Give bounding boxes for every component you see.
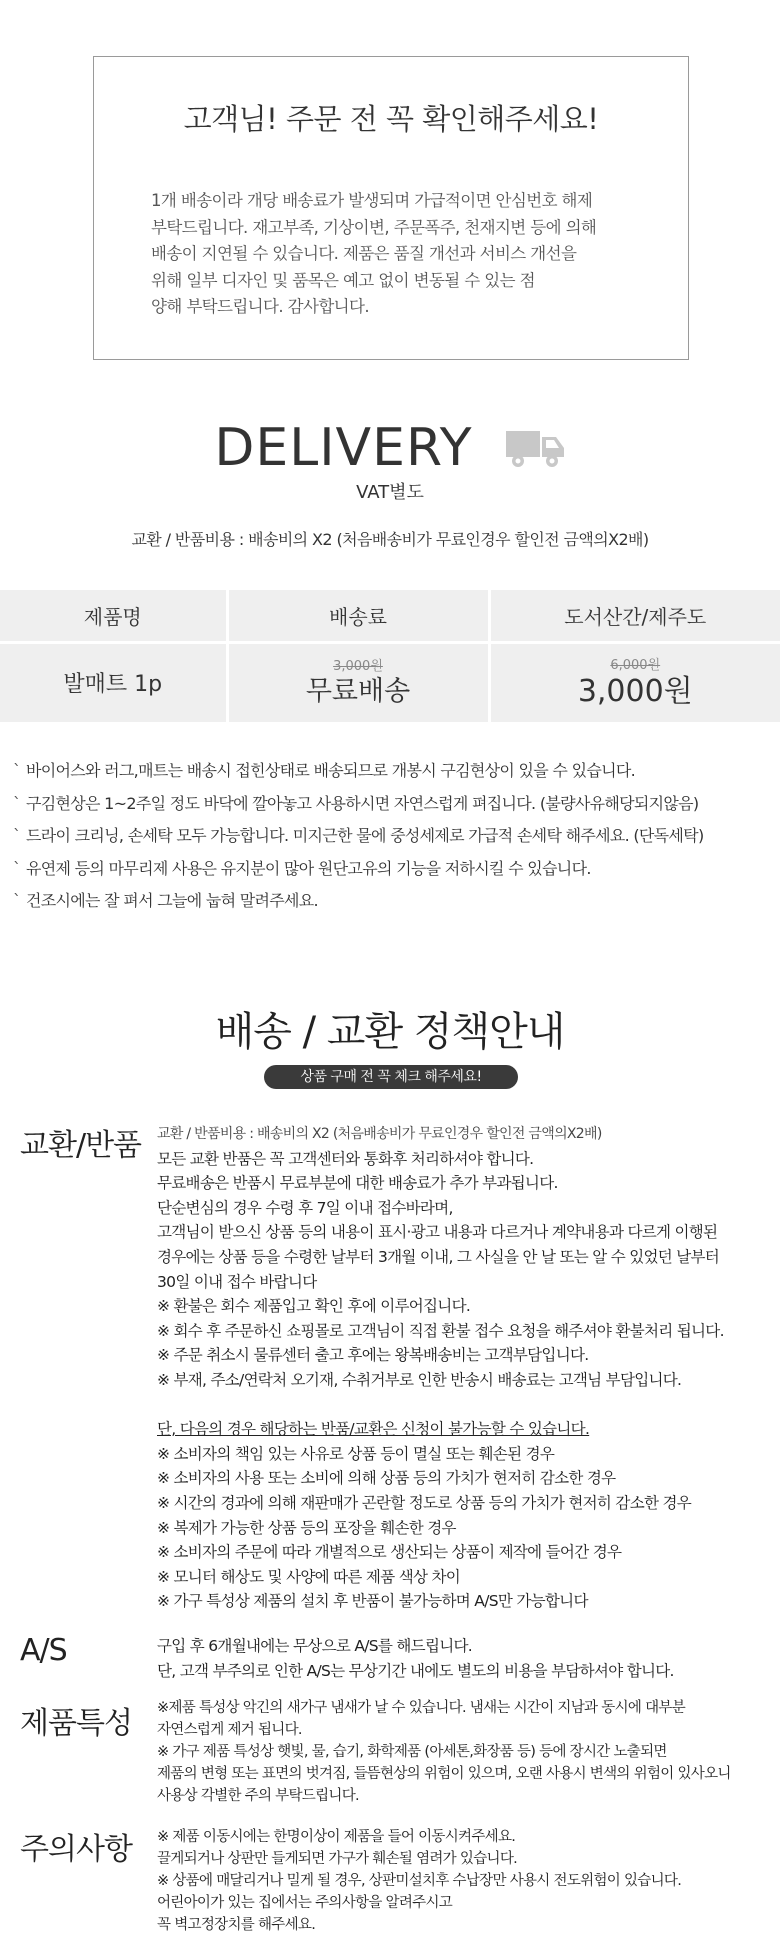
as-body bbox=[157, 1634, 777, 1683]
notice-line: 부탁드립니다. 재고부족, 기상이변, 주문폭주, 천재지변 등에 의해 bbox=[151, 217, 597, 237]
as-line: 구입 후 6개월내에는 무상으로 A/S를 해드립니다. bbox=[157, 1637, 473, 1655]
feature-line: ※ 가구 제품 특성상 햇빛, 물, 습기, 화학제품 (아세톤,화장품 등) 등에 장시간 노출되면 bbox=[157, 1744, 667, 1760]
care-list bbox=[13, 755, 778, 918]
shipping-cell bbox=[227, 642, 489, 722]
truck-icon bbox=[506, 425, 566, 471]
exclusion-line: ※ 복제가 가능한 상품 등의 포장을 훼손한 경우 bbox=[157, 1518, 456, 1537]
notice-line: 양해 부탁드립니다. 감사합니다. bbox=[151, 297, 369, 316]
tick-mark: ` bbox=[13, 793, 21, 813]
policy-title: 배송 / 교환 정책안내 bbox=[215, 1009, 565, 1055]
caution-line: ※ 상품에 매달리거나 밀게 될 경우, 상판미설치후 수납장만 사용시 전도위험이 있습니다. bbox=[157, 1873, 682, 1889]
exclusion-line: ※ 소비자의 사용 또는 소비에 의해 상품 등의 가치가 현저히 감소한 경우 bbox=[157, 1469, 616, 1488]
header-shipping: 배송료 bbox=[227, 590, 489, 642]
exclusion-line: ※ 소비자의 책임 있는 사유로 상품 등이 멸실 또는 훼손된 경우 bbox=[157, 1444, 555, 1463]
remote-original-price: 6,000원 bbox=[610, 657, 661, 673]
shipping-original-price: 3,000원 bbox=[333, 658, 383, 674]
feature-heading: 제품특성 bbox=[20, 1706, 132, 1741]
shipping-table bbox=[0, 590, 780, 722]
exchange-line: 무료배송은 반품시 무료부분에 대한 배송료가 추가 부과됩니다. bbox=[157, 1174, 558, 1193]
notice-body bbox=[151, 188, 651, 321]
exclusion-line: ※ 소비자의 주문에 따라 개별적으로 생산되는 상품이 제작에 들어간 경우 bbox=[157, 1543, 622, 1562]
list-item: ` 드라이 크리닝, 손세탁 모두 가능합니다. 미지근한 물에 중성세제로 가급적 손세탁 해주세요. (단독세탁) bbox=[13, 820, 778, 853]
notice-line: 위해 일부 디자인 및 품목은 예고 없이 변동될 수 있는 점 bbox=[151, 270, 535, 290]
policy-badge: 상품 구매 전 꼭 체크 해주세요! bbox=[264, 1065, 518, 1089]
spacer bbox=[157, 1393, 777, 1418]
notice-title: 고객님! 주문 전 꼭 확인해주세요! bbox=[183, 102, 599, 136]
feature-body bbox=[157, 1697, 777, 1807]
feature-line: 자연스럽게 제거 됩니다. bbox=[157, 1722, 302, 1738]
product-name: 발매트 1p bbox=[0, 642, 227, 722]
header-remote: 도서산간/제주도 bbox=[489, 590, 780, 642]
table-row bbox=[0, 642, 780, 722]
notice-line: 1개 배송이라 개당 배송료가 발생되며 가급적이면 안심번호 해제 bbox=[151, 191, 593, 210]
exchange-body bbox=[157, 1122, 777, 1614]
as-line: 단, 고객 부주의로 인한 A/S는 무상기간 내에도 별도의 비용을 부담하셔야 합니다. bbox=[157, 1661, 674, 1680]
caution-line: 어린아이가 있는 집에서는 주의사항을 알려주시고 bbox=[157, 1895, 453, 1911]
as-heading: A/S bbox=[20, 1633, 67, 1668]
tick-mark: ` bbox=[13, 858, 21, 878]
delivery-header bbox=[0, 418, 780, 478]
table-header-row bbox=[0, 590, 780, 642]
exchange-line: 교환 / 반품비용 : 배송비의 X2 (처음배송비가 무료인경우 할인전 금액의X2배) bbox=[157, 1126, 602, 1142]
exchange-line: 30일 이내 접수 바랍니다 bbox=[157, 1272, 317, 1291]
exclusion-line: ※ 가구 특성상 제품의 설치 후 반품이 불가능하며 A/S만 가능합니다 bbox=[157, 1592, 588, 1611]
exchange-line: ※ 환불은 회수 제품입고 확인 후에 이루어집니다. bbox=[157, 1297, 471, 1316]
caution-line: 꼭 벽고정장치를 해주세요. bbox=[157, 1917, 316, 1933]
exchange-line: 단순변심의 경우 수령 후 7일 이내 접수바라며, bbox=[157, 1198, 453, 1217]
exchange-line: 경우에는 상품 등을 수령한 날부터 3개월 이내, 그 사실을 안 날 또는 알 수 있었던 날부터 bbox=[157, 1247, 720, 1266]
list-item: ` 건조시에는 잘 펴서 그늘에 눕혀 말려주세요. bbox=[13, 885, 778, 918]
feature-line: ※제품 특성상 악긴의 새가구 냄새가 날 수 있습니다. 냄새는 시간이 지남과 동시에 대부분 bbox=[157, 1700, 686, 1716]
tick-mark: ` bbox=[13, 761, 21, 780]
remote-price: 3,000원 bbox=[577, 673, 693, 709]
caution-line: 끌게되거나 상판만 들게되면 가구가 훼손될 염려가 있습니다. bbox=[157, 1851, 518, 1867]
exchange-line: 고객님이 받으신 상품 등의 내용이 표시·광고 내용과 다르거나 계약내용과 다르게 이행된 bbox=[157, 1223, 718, 1242]
exchange-heading: 교환/반품 bbox=[20, 1128, 142, 1163]
return-fee-note: 교환 / 반품비용 : 배송비의 X2 (처음배송비가 무료인경우 할인전 금액의X2배) bbox=[131, 530, 649, 549]
caution-line: ※ 제품 이동시에는 한명이상이 제품을 들어 이동시켜주세요. bbox=[157, 1829, 516, 1845]
feature-line: 제품의 변형 또는 표면의 벗겨짐, 들뜸현상의 위험이 있으며, 오랜 사용시 변색의 위험이 있사오니 bbox=[157, 1766, 731, 1782]
exchange-line: 모든 교환 반품은 꼭 고객센터와 통화후 처리하셔야 합니다. bbox=[157, 1149, 534, 1168]
exchange-line: ※ 부재, 주소/연락처 오기재, 수취거부로 인한 반송시 배송료는 고객님 부담입니다. bbox=[157, 1370, 682, 1389]
list-item: ` 구김현상은 1~2주일 정도 바닥에 깔아놓고 사용하시면 자연스럽게 펴집니다. (불량사유해당되지않음) bbox=[13, 788, 778, 821]
exclusion-title: 단, 다음의 경우 해당하는 반품/교환은 신청이 불가능할 수 있습니다. bbox=[157, 1420, 590, 1439]
tick-mark: ` bbox=[13, 826, 21, 845]
list-item: ` 유연제 등의 마무리제 사용은 유지분이 많아 원단고유의 기능을 저하시킬 수 있습니다. bbox=[13, 853, 778, 886]
exclusion-line: ※ 모니터 해상도 및 사양에 따른 제품 색상 차이 bbox=[157, 1567, 461, 1586]
remote-cell bbox=[489, 642, 780, 722]
tick-mark: ` bbox=[13, 891, 21, 910]
notice-box bbox=[93, 56, 689, 360]
exchange-line: ※ 회수 후 주문하신 쇼핑몰로 고객님이 직접 환불 접수 요청을 해주셔야 환불처리 됩니다. bbox=[157, 1321, 724, 1340]
list-item: ` 바이어스와 러그,매트는 배송시 접힌상태로 배송되므로 개봉시 구김현상이 있을 수 있습니다. bbox=[13, 755, 778, 788]
shipping-free: 무료배송 bbox=[305, 675, 411, 707]
exchange-line: ※ 주문 취소시 물류센터 출고 후에는 왕복배송비는 고객부담입니다. bbox=[157, 1346, 589, 1365]
notice-line: 배송이 지연될 수 있습니다. 제품은 품질 개선과 서비스 개선을 bbox=[151, 244, 577, 263]
vat-note: VAT별도 bbox=[356, 482, 424, 503]
feature-line: 사용상 각별한 주의 부탁드립니다. bbox=[157, 1788, 359, 1804]
header-product: 제품명 bbox=[0, 590, 227, 642]
caution-body bbox=[157, 1826, 777, 1936]
delivery-title: DELIVERY bbox=[214, 418, 473, 478]
caution-heading: 주의사항 bbox=[20, 1832, 132, 1867]
exclusion-line: ※ 시간의 경과에 의해 재판매가 곤란할 정도로 상품 등의 가치가 현저히 감소한 경우 bbox=[157, 1493, 692, 1512]
